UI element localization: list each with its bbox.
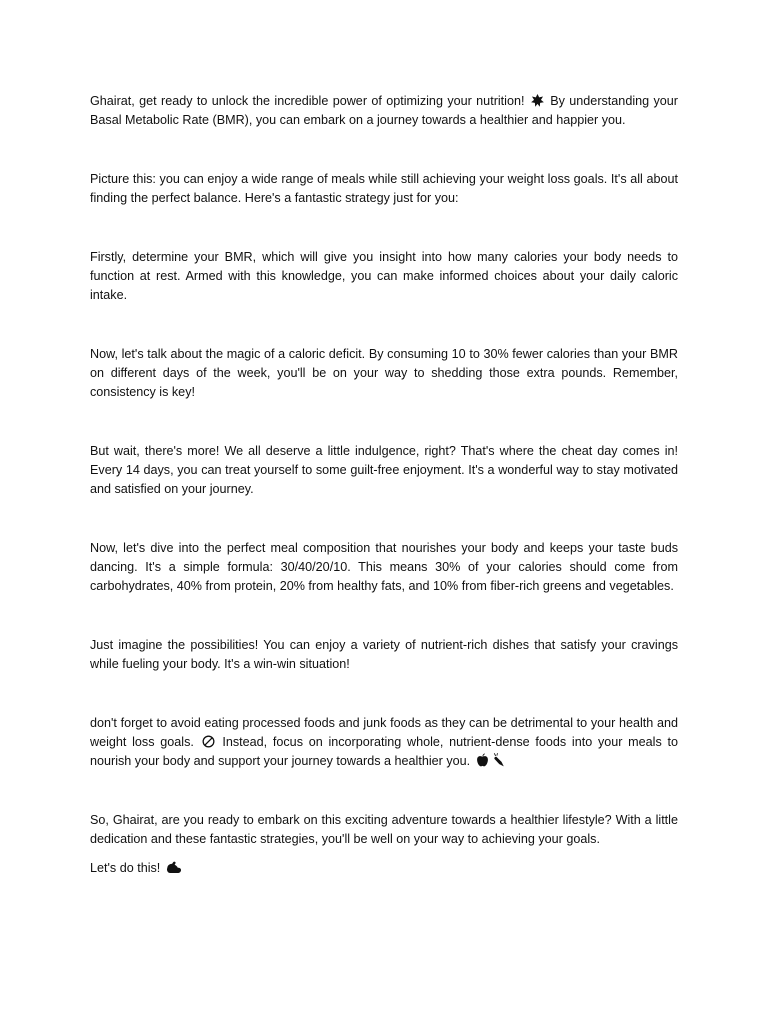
document-body bbox=[90, 92, 678, 878]
intro-text: Ghairat, get ready to unlock the incredible power of optimizing your nutrition! bbox=[90, 94, 525, 108]
intro-text-continued: By understanding your Basal Metabolic Rate (BMR), you can embark on a journey towards a healthier and happier you. bbox=[90, 94, 678, 127]
paragraph-intro bbox=[90, 92, 678, 130]
paragraph-bmr: Firstly, determine your BMR, which will give you insight into how many calories your body needs to function at rest. Armed with this knowledge, you can make informed choices about your daily caloric intake. bbox=[90, 250, 678, 302]
processed-foods-text-continued: Instead, focus on incorporating whole, nutrient-dense foods into your meals to nourish your body and support your journey towards a healthier you. bbox=[90, 735, 679, 768]
paragraph-processed-foods bbox=[90, 714, 678, 771]
paragraph-meal-composition: Now, let's dive into the perfect meal composition that nourishes your body and keeps your taste buds dancing. It's a simple formula: 30/40/20/10. This means 30% of your calories should come from carbohydrates, 40% from protein, 20% from healthy fats, and 10% from fiber-rich greens and vegetables. bbox=[90, 541, 678, 593]
apple-icon bbox=[476, 753, 489, 767]
paragraph-caloric-deficit: Now, let's talk about the magic of a caloric deficit. By consuming 10 to 30% fewer calories than your BMR on different days of the week, you'll be on your way to shedding those extra pounds. Remember, consistency is key! bbox=[90, 347, 678, 399]
paragraph-possibilities: Just imagine the possibilities! You can enjoy a variety of nutrient-rich dishes that satisfy your cravings while fueling your body. It's a win-win situation! bbox=[90, 638, 678, 671]
star-burst-icon bbox=[531, 94, 544, 107]
paragraph-picture-this: Picture this: you can enjoy a wide range of meals while still achieving your weight loss goals. It's all about finding the perfect balance. Here's a fantastic strategy just for you: bbox=[90, 172, 678, 205]
paragraph-lets-do-this bbox=[90, 859, 678, 878]
no-entry-icon bbox=[202, 735, 215, 748]
processed-foods-text: don't forget to avoid eating processed foods and junk foods as they can be detrimental to your health and weight loss goals. bbox=[90, 716, 678, 749]
paragraph-ready: So, Ghairat, are you ready to embark on this exciting adventure towards a healthier lifestyle? With a little dedication and these fantastic strategies, you'll be well on your way to achieving your goals. bbox=[90, 813, 678, 846]
paragraph-cheat-day: But wait, there's more! We all deserve a little indulgence, right? That's where the cheat day comes in! Every 14 days, you can treat yourself to some guilt-free enjoyment. It's a wonderful way to stay motivated and satisfied on your journey. bbox=[90, 444, 678, 496]
carrot-icon bbox=[493, 753, 505, 767]
flexed-biceps-icon bbox=[166, 861, 182, 874]
lets-do-this-text: Let's do this! bbox=[90, 861, 161, 875]
